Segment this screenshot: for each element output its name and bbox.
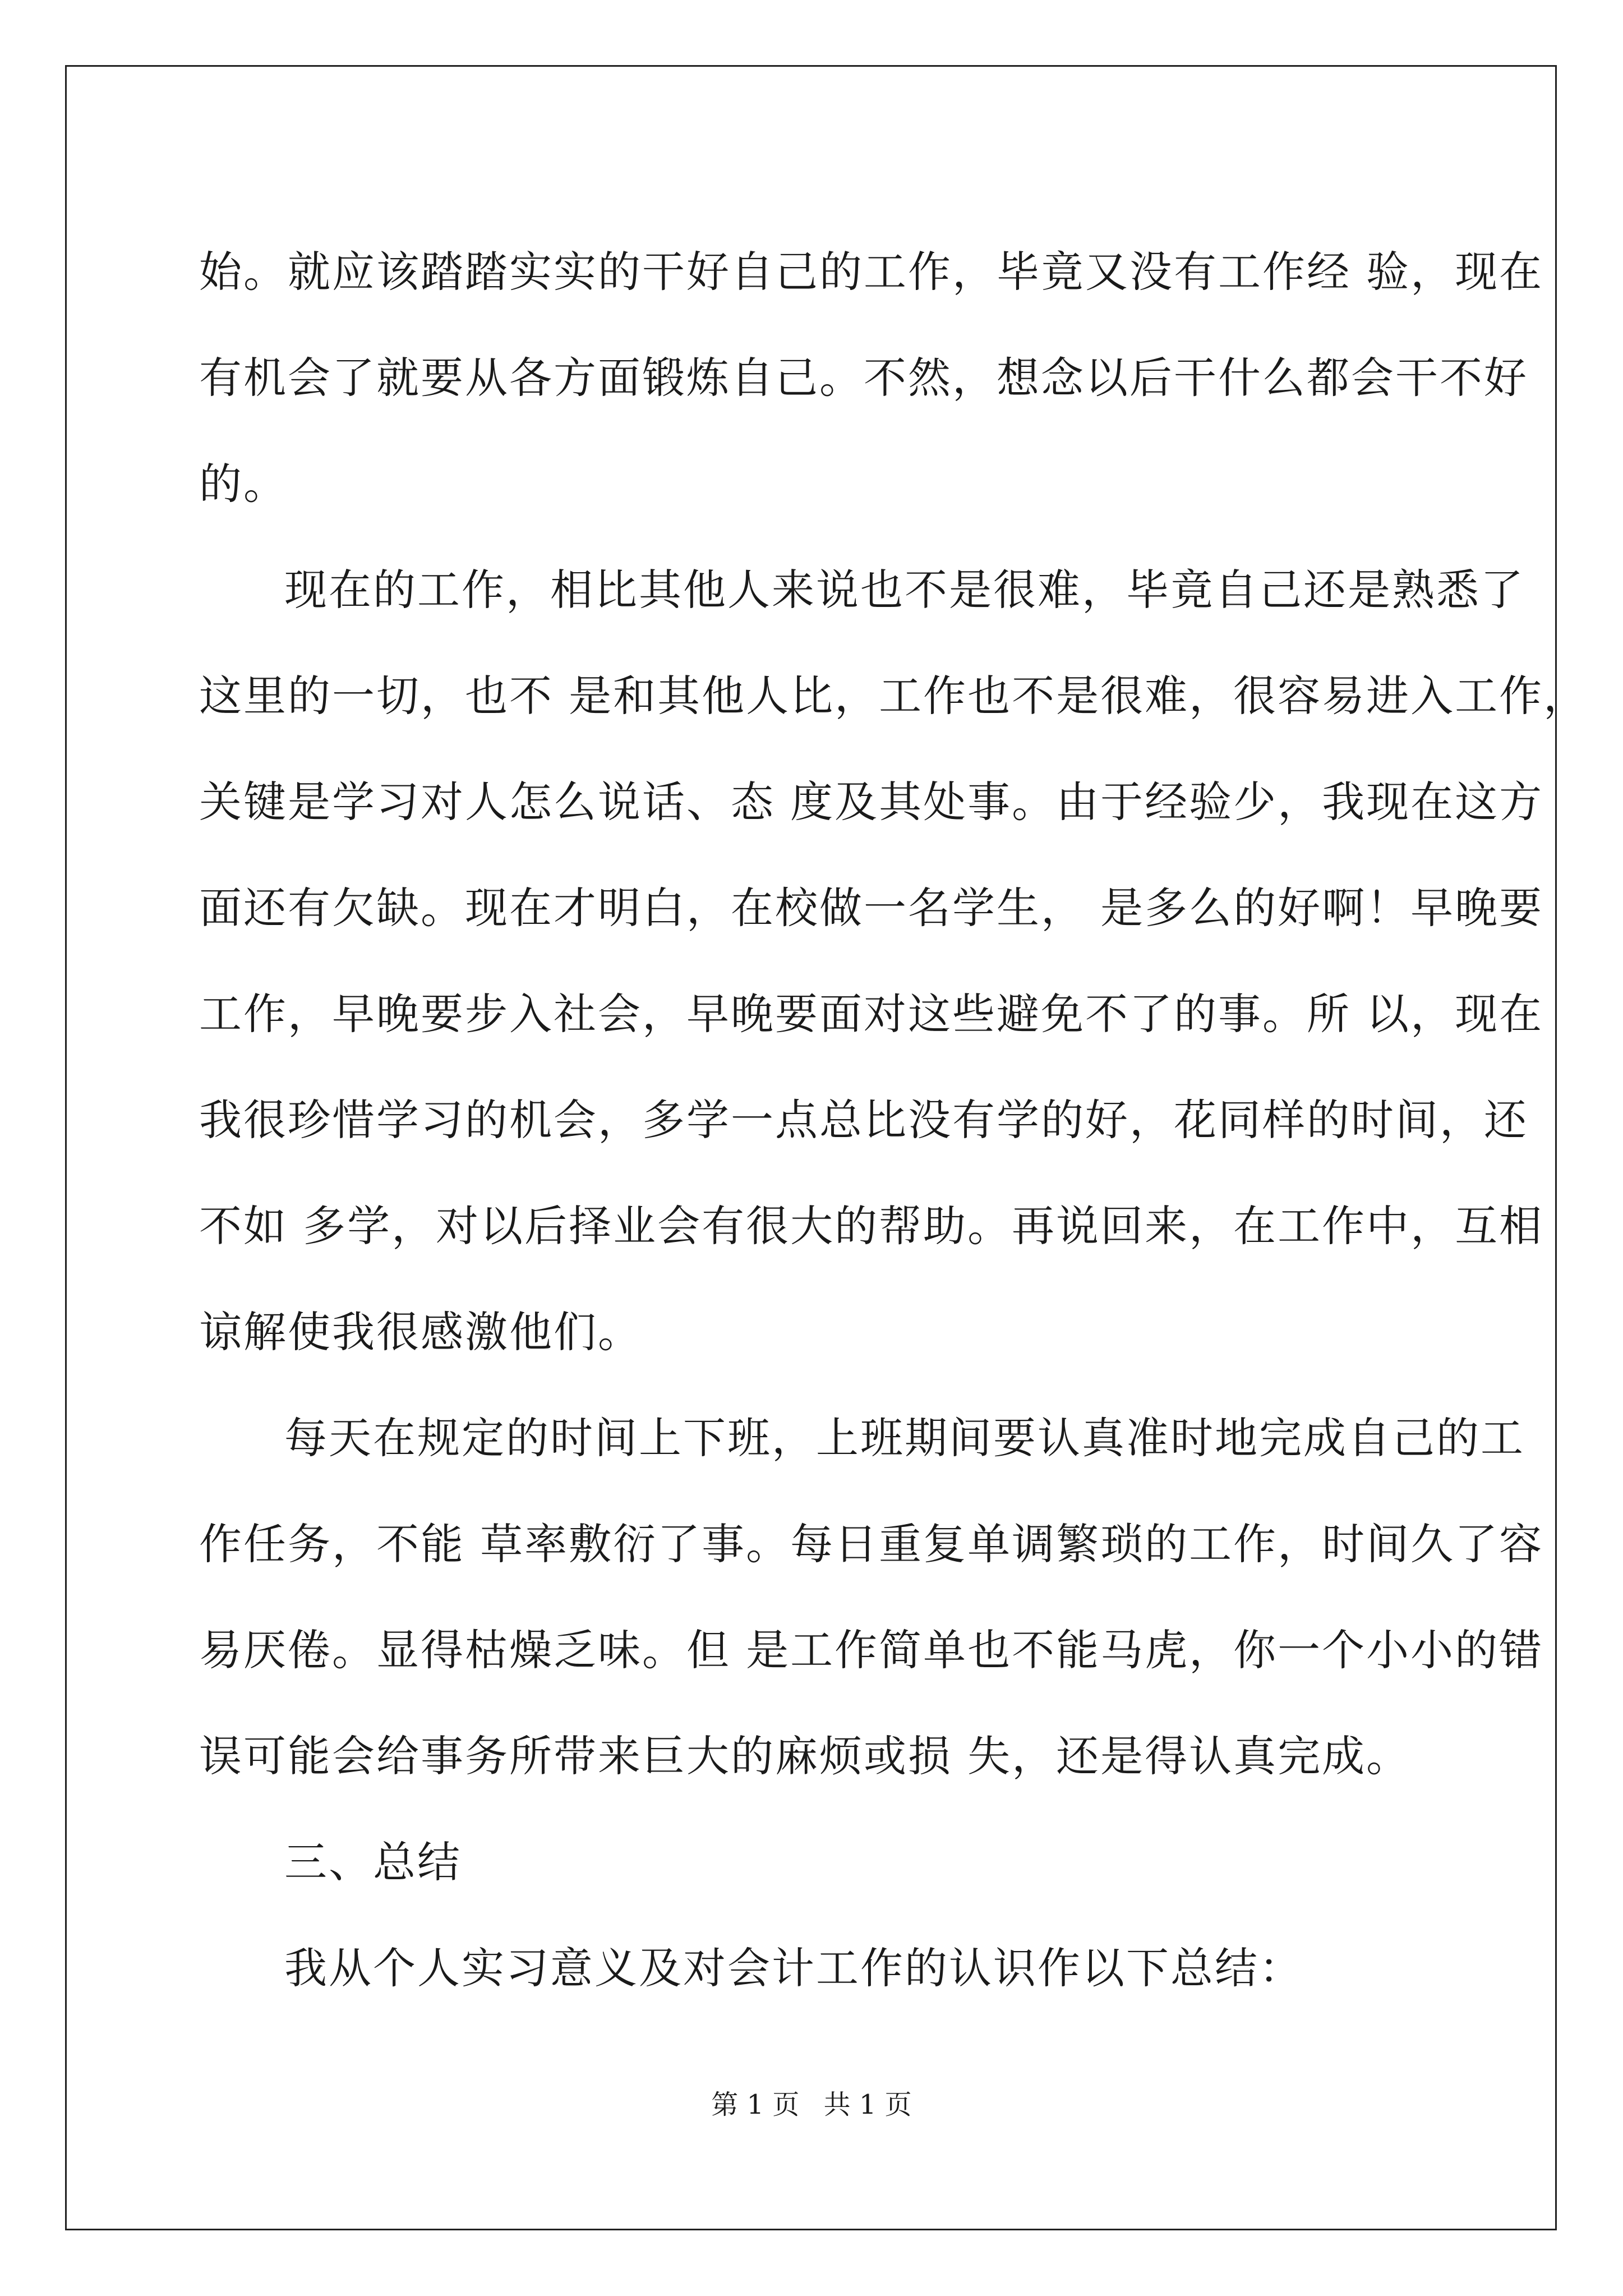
section-heading: 三、总结 [284, 1837, 462, 1887]
paragraph-line: 误可能会给事务所带来巨大的麻烦或损 失，还是得认真完成。 [199, 1731, 1411, 1781]
paragraph-line: 始。就应该踏踏实实的干好自己的工作，毕竟又没有工作经 验，现在 [199, 247, 1544, 297]
document-body [199, 219, 1588, 2021]
paragraph-line: 有机会了就要从各方面锻炼自己。不然，想念以后干什么都会干不好 [199, 353, 1528, 403]
paragraph-line: 谅解使我很感激他们。 [199, 1307, 642, 1357]
paragraph-line: 我从个人实习意义及对会计工作的认识作以下总结： [284, 1943, 1303, 1993]
paragraph-line: 关键是学习对人怎么说话、态 度及其处事。由于经验少，我现在这方 [199, 777, 1544, 827]
page-footer [0, 2088, 1623, 2122]
paragraph-line: 工作，早晚要步入社会，早晚要面对这些避免不了的事。所 以，现在 [199, 989, 1544, 1039]
page-number: 第 1 页 [711, 2089, 800, 2120]
paragraph-line: 不如 多学，对以后择业会有很大的帮助。再说回来，在工作中，互相 [199, 1201, 1544, 1251]
paragraph-line: 我很珍惜学习的机会，多学一点总比没有学的好，花同样的时间，还 [199, 1095, 1528, 1145]
paragraph-line: 的。 [199, 459, 288, 509]
paragraph-line: 作任务，不能 草率敷衍了事。每日重复单调繁琐的工作，时间久了容 [199, 1519, 1544, 1569]
page-total: 共 1 页 [823, 2089, 912, 2120]
paragraph-line: 易厌倦。显得枯燥乏味。但 是工作简单也不能马虎，你一个小小的错 [199, 1625, 1544, 1675]
paragraph-line: 面还有欠缺。现在才明白，在校做一名学生， 是多么的好啊！早晚要 [199, 883, 1544, 933]
paragraph-line: 每天在规定的时间上下班，上班期间要认真准时地完成自己的工 [284, 1413, 1525, 1463]
paragraph-line: 这里的一切，也不 是和其他人比，工作也不是很难，很容易进入工作， [199, 671, 1588, 721]
paragraph-line: 现在的工作，相比其他人来说也不是很难，毕竟自己还是熟悉了 [284, 565, 1525, 615]
